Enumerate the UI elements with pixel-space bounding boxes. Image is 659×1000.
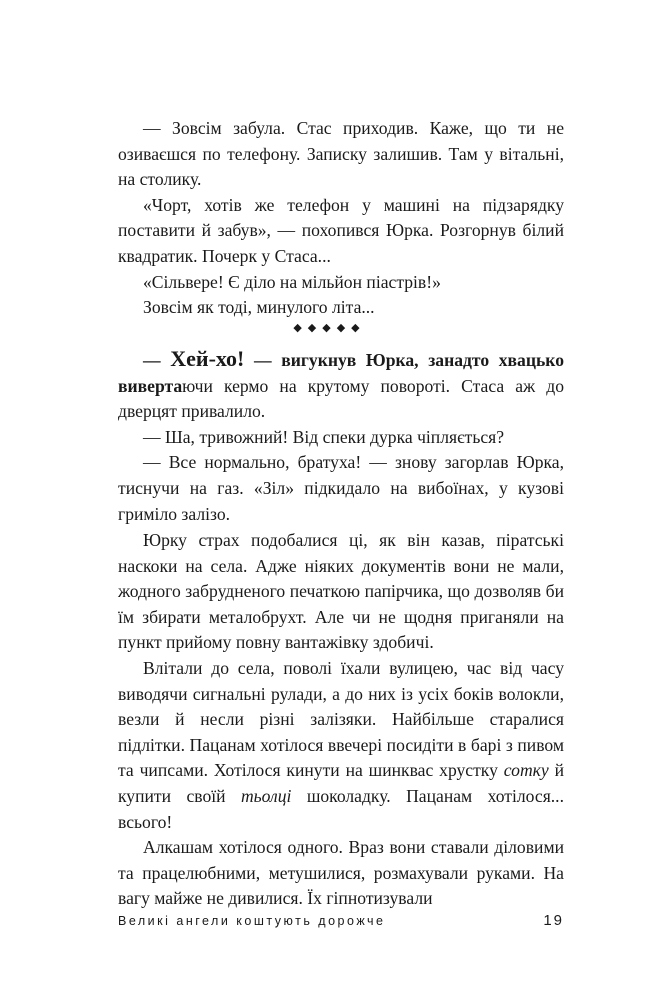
section-break-ornament: ◆◆◆◆◆	[293, 321, 366, 334]
text-block-middle	[118, 346, 564, 527]
bold-text: — вигукнув Юрка, занадто хвацько виверта	[118, 350, 564, 396]
paragraph	[118, 346, 564, 425]
italic-word: сотку	[503, 760, 549, 781]
paragraph	[118, 656, 564, 835]
paragraph: «Сільвере! Є діло на мільйон піастрів!»	[143, 271, 441, 292]
page-number: 19	[543, 912, 564, 929]
paragraph: Зовсім як тоді, минулого літа...	[143, 297, 375, 318]
text-block-bottom	[118, 528, 564, 912]
paragraph: Юрку страх подобалися ці, як він казав, піратські наскоки на села. Адже ніяких документів вони не мали, жодного забрудненого печаткою папірчика, що дозволяв би їм збирати металобрухт. Але чи не щодня приганяли на пункт прийому повну вантажівку здобичі.	[118, 530, 564, 653]
regular-text: ючи кермо на крутому повороті. Стаса аж до дверцят привалило.	[118, 375, 564, 422]
text-block-top	[118, 116, 564, 321]
page-footer	[118, 912, 564, 929]
paragraph: — Все нормально, братуха! — знову загорлав Юрка, тиснучи на газ. «Зіл» підкидало на вибоїнах, у кузові гриміло залізо.	[118, 452, 564, 524]
paragraph: — Зовсім забула. Стас приходив. Каже, що ти не озиваєшся по телефону. Записку залишив. Там у вітальні, на столику.	[118, 118, 564, 190]
text-run: Влітали до села, поволі їхали вулицею, час від часу виводячи сигнальні рулади, а до них із усіх боків волокли, везли й несли різні залізяки. Найбільше старалися підлітки. Пацанам хотілося ввечері посидіти в барі з пивом та чипсами. Хотілося кинути на шинквас хрустку	[118, 657, 564, 781]
paragraph: «Чорт, хотів же телефон у машині на підзарядку поставити й забув», — похопився Юрка. Розгорнув білий квадратик. Почерк у Стаса...	[118, 194, 564, 266]
paragraph: — Ша, тривожний! Від спеки дурка чіпляється?	[143, 426, 505, 447]
lead-phrase: Хей-хо!	[170, 346, 245, 371]
paragraph: Алкашам хотілося одного. Враз вони ставали діловими та працелюбними, метушилися, розмахували руками. На вагу майже не дивилися. Їх гіпнотизували	[118, 837, 564, 909]
text-run: й купити своїй	[118, 760, 564, 806]
running-footer-title: Великі ангели коштують дорожче	[118, 914, 386, 928]
text-run: шоколадку. Пацанам хотілося... всього!	[118, 785, 564, 832]
italic-word: тьолці	[240, 785, 292, 806]
dash: —	[143, 350, 171, 370]
